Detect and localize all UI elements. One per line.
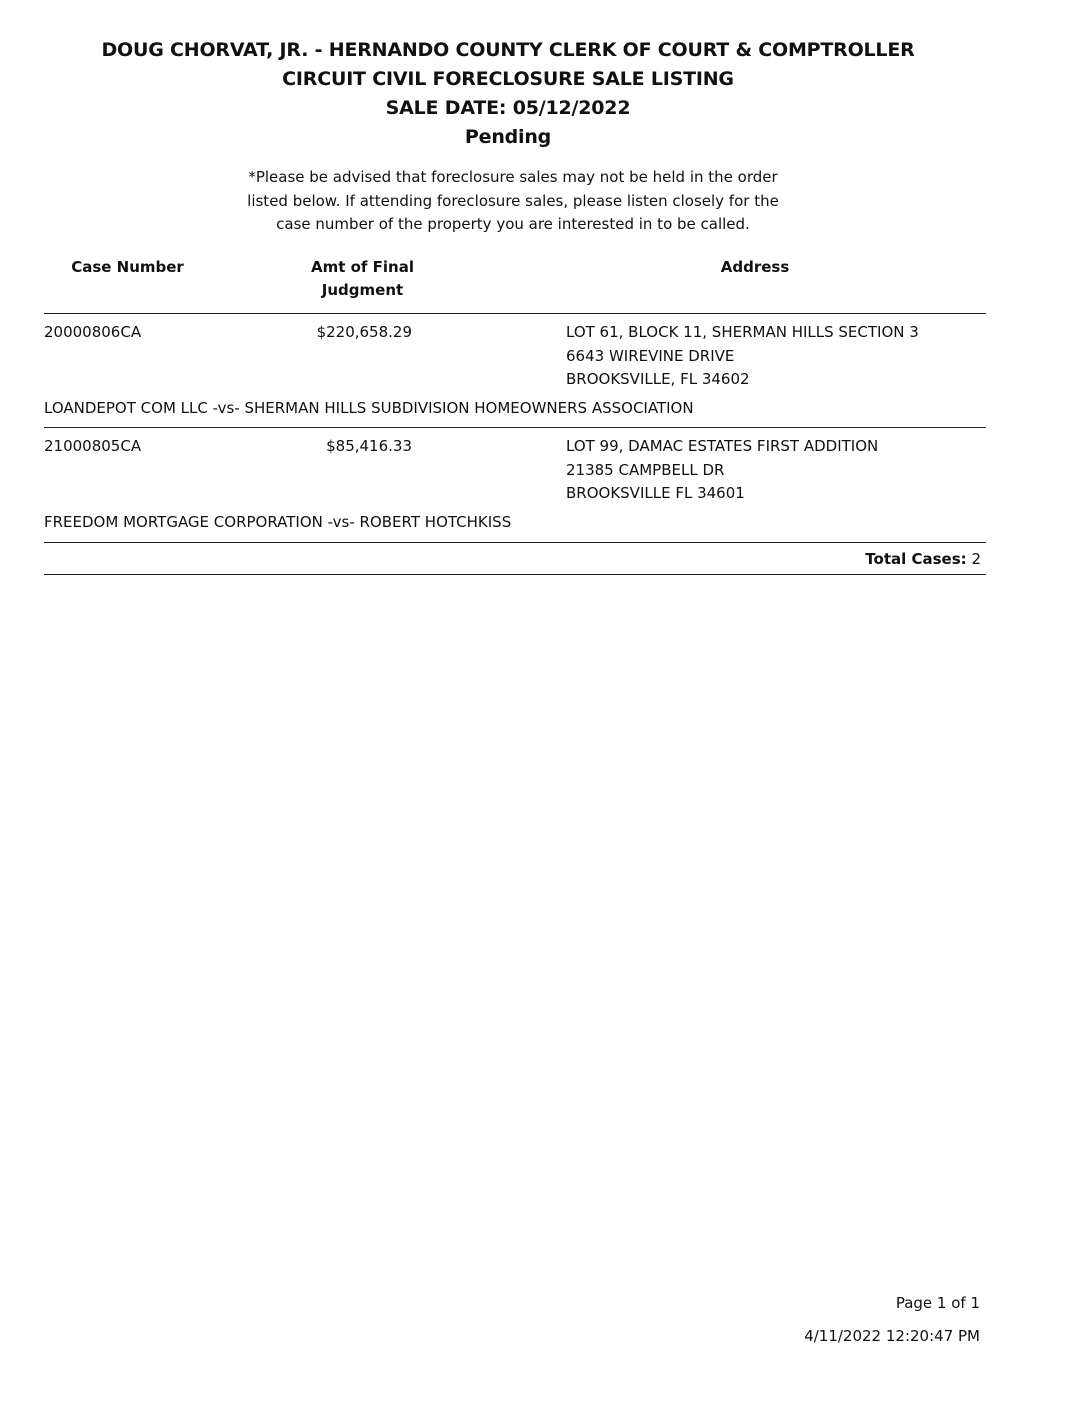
address-line: 6643 WIREVINE DRIVE: [566, 346, 735, 365]
address-line: BROOKSVILLE, FL 34602: [566, 370, 750, 388]
row-divider: [44, 427, 986, 428]
judgment-amount: $220,658.29: [316, 323, 412, 341]
header-listing-title: CIRCUIT CIVIL FORECLOSURE SALE LISTING: [282, 68, 734, 90]
case-parties: FREEDOM MORTGAGE CORPORATION -vs- ROBERT HOTCHKISS: [44, 513, 512, 531]
sale-order-notice: [213, 166, 813, 237]
notice-line: *Please be advised that foreclosure sales may not be held in the order: [248, 168, 778, 186]
judgment-amount: $85,416.33: [326, 437, 412, 455]
total-divider: [44, 574, 986, 575]
header-clerk-title: DOUG CHORVAT, JR. - HERNANDO COUNTY CLERK OF COURT & COMPTROLLER: [101, 39, 915, 61]
address-line: 21385 CAMPBELL DR: [566, 460, 725, 479]
page-number: Page 1 of 1: [895, 1294, 980, 1312]
property-address: [566, 321, 919, 392]
case-row: [0, 321, 1090, 419]
table-header: [0, 256, 1090, 306]
column-header-amount: [300, 256, 425, 302]
print-timestamp: 4/11/2022 12:20:47 PM: [804, 1327, 980, 1345]
document-header: [0, 36, 1016, 152]
case-parties: LOANDEPOT COM LLC -vs- SHERMAN HILLS SUBDIVISION HOMEOWNERS ASSOCIATION: [44, 399, 694, 417]
case-number: 20000806CA: [44, 323, 142, 341]
address-line: LOT 61, BLOCK 11, SHERMAN HILLS SECTION 3: [566, 323, 919, 341]
address-line: LOT 99, DAMAC ESTATES FIRST ADDITION: [566, 437, 879, 455]
row-divider: [44, 542, 986, 543]
total-cases: [865, 548, 981, 571]
header-status: Pending: [464, 126, 552, 148]
header-divider: [44, 313, 986, 314]
total-cases-label: Total Cases:: [865, 550, 967, 568]
column-header-amount-line1: Amt of Final: [310, 258, 414, 276]
case-row: [0, 435, 1090, 533]
address-line: BROOKSVILLE FL 34601: [566, 484, 745, 502]
case-number: 21000805CA: [44, 437, 142, 455]
notice-line: listed below. If attending foreclosure sales, please listen closely for the: [247, 191, 779, 210]
total-cases-value: 2: [971, 550, 981, 568]
column-header-amount-line2: Judgment: [321, 281, 404, 299]
notice-line: case number of the property you are interested in to be called.: [276, 215, 750, 233]
column-header-case-number: Case Number: [71, 258, 184, 276]
property-address: [566, 435, 878, 506]
column-header-address: Address: [720, 258, 790, 276]
header-sale-date: SALE DATE: 05/12/2022: [385, 97, 631, 119]
